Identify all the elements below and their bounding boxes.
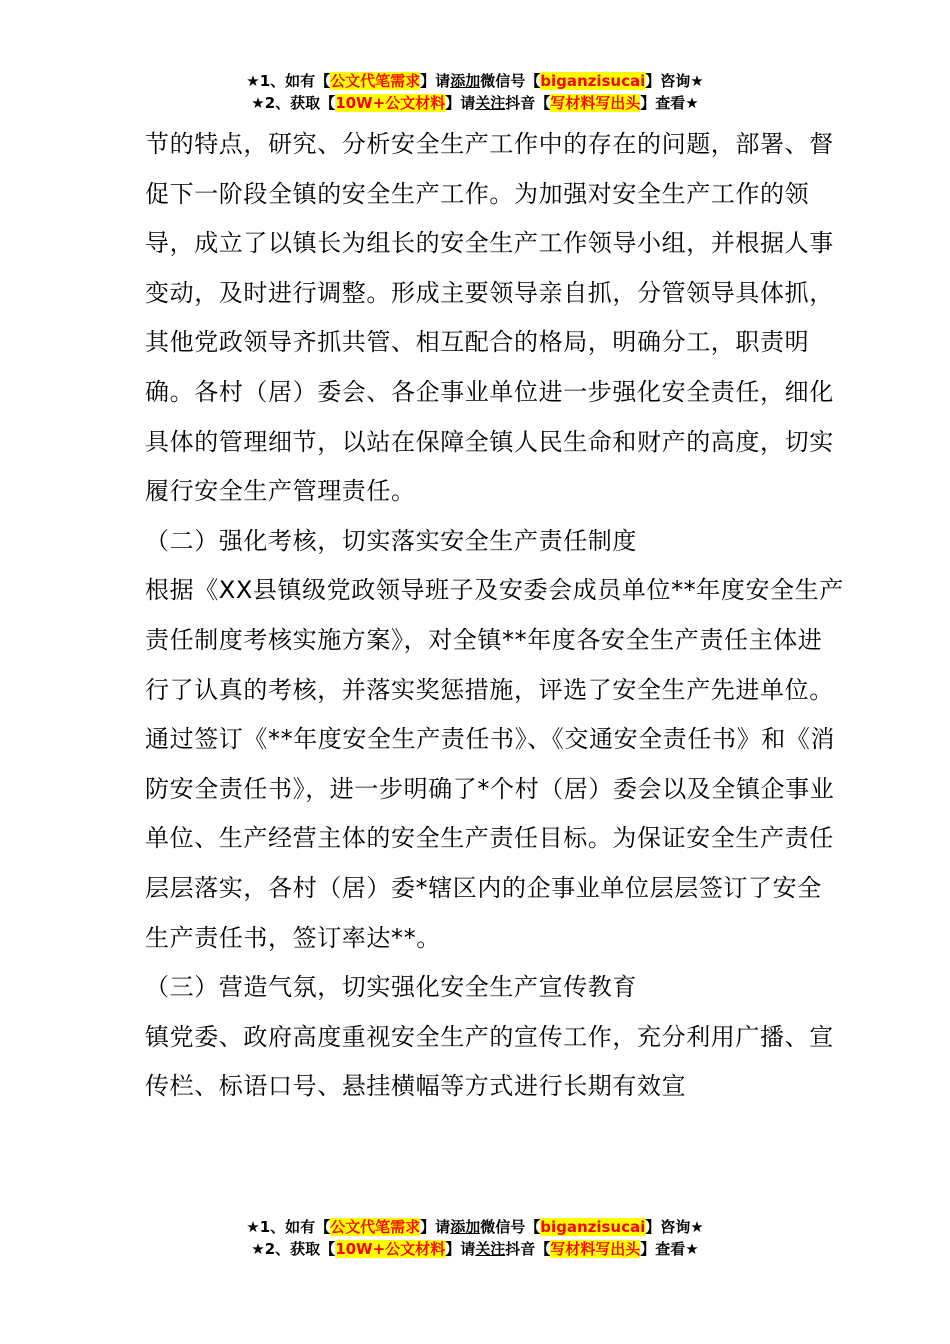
- promo-banner-bottom: [0, 1216, 950, 1260]
- highlight-douyin-id: 写材料写出头: [550, 1240, 641, 1258]
- highlight-douyin-id: 写材料写出头: [550, 94, 641, 112]
- promo-line-1: ★1、如有【公文代笔需求】请添加微信号【biganzisucai】咨询★: [246, 1218, 704, 1236]
- promo-banner-top: [0, 70, 950, 114]
- paragraph-assessment: 根据《XX县镇级党政领导班子及安委会成员单位**年度安全生产责任制度考核实施方案》，对全镇**年度各安全生产责任主体进行了认真的考核，并落实奖惩措施，评选了安全生产先进单位。通过签订《**年度安全生产责任书》、《交通安全责任书》和《消防安全责任书》，进一步明确了*个村（居）委会以及全镇企事业单位、生产经营主体的安全生产责任目标。为保证安全生产责任层层落实，各村（居）委*辖区内的企事业单位层层签订了安全生产责任书，签订率达**。: [145, 576, 844, 952]
- highlight-wechat-id: biganzisucai: [540, 1218, 646, 1236]
- promo-line-2: ★2、获取【10W+公文材料】请关注抖音【写材料写出头】查看★: [251, 1240, 699, 1258]
- highlight-materials: 10W+公文材料: [335, 94, 446, 112]
- section-heading-3: （三）营造气氛，切实强化安全生产宣传教育: [145, 973, 637, 1002]
- highlight-wechat-id: biganzisucai: [540, 72, 646, 90]
- paragraph-leadership: 节的特点，研究、分析安全生产工作中的存在的问题，部署、督促下一阶段全镇的安全生产工作。为加强对安全生产工作的领导，成立了以镇长为组长的安全生产工作领导小组，并根据人事变动，及时进行调整。形成主要领导亲自抓，分管领导具体抓，其他党政领导齐抓共管、相互配合的格局，明确分工，职责明确。各村（居）委会、各企事业单位进一步强化安全责任，细化具体的管理细节，以站在保障全镇人民生命和财产的高度，切实履行安全生产管理责任。: [145, 130, 834, 506]
- paragraph-publicity: 镇党委、政府高度重视安全生产的宣传工作，充分利用广播、宣传栏、标语口号、悬挂横幅等方式进行长期有效宣: [145, 1022, 834, 1101]
- promo-line-1: ★1、如有【公文代笔需求】请添加微信号【biganzisucai】咨询★: [246, 72, 704, 90]
- highlight-service: 公文代笔需求: [330, 1218, 421, 1236]
- promo-line-2: ★2、获取【10W+公文材料】请关注抖音【写材料写出头】查看★: [251, 94, 699, 112]
- document-body: [145, 120, 845, 1112]
- highlight-materials: 10W+公文材料: [335, 1240, 446, 1258]
- section-heading-2: （二）强化考核，切实落实安全生产责任制度: [145, 526, 637, 555]
- highlight-service: 公文代笔需求: [330, 72, 421, 90]
